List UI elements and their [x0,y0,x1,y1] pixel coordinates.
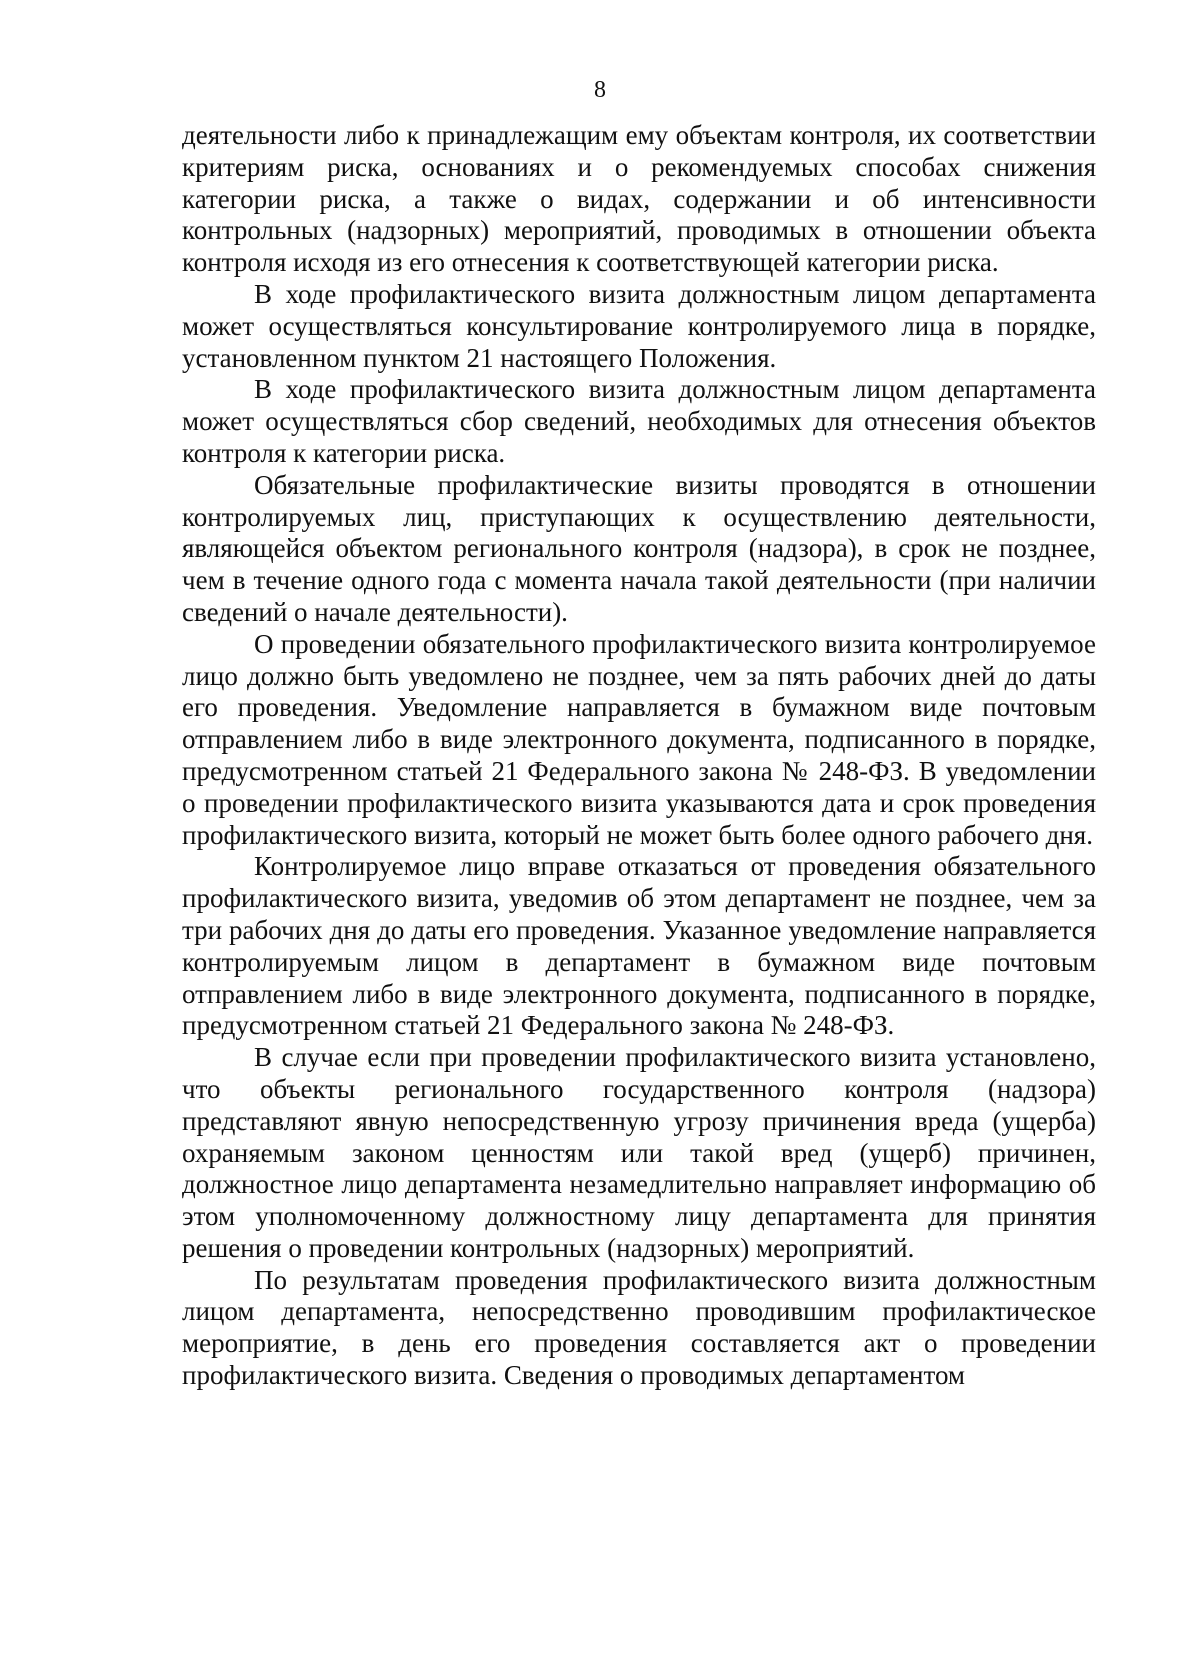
paragraph-continuation: деятельности либо к принадлежащим ему объектам контроля, их соответствии критериям риска, основаниях и о рекомендуемых способах снижения категории риска, а также о видах, содержании и об интенсивности контрольных (надзорных) мероприятий, проводимых в отношении объекта контроля исходя из его отнесения к соответствующей категории риска. [182,120,1096,278]
paragraph-consultation: В ходе профилактического визита должностным лицом департамента может осуществляться консультирование контролируемого лица в порядке, установленном пунктом 21 настоящего Положения. [182,278,1096,373]
paragraph-refusal: Контролируемое лицо вправе отказаться от проведения обязательного профилактического визита, уведомив об этом департамент не позднее, чем за три рабочих дня до даты его проведения. Указанное уведомление направляется контролируемым лицом в департамент в бумажном виде почтовым отправлением либо в виде электронного документа, подписанного в порядке, предусмотренном статьей 21 Федерального закона № 248-ФЗ. [182,851,1096,1041]
paragraph-results: По результатам проведения профилактического визита должностным лицом департамента, непосредственно проводившим профилактическое мероприятие, в день его проведения составляется акт о проведении профилактического визита. Сведения о проводимых департаментом [182,1264,1096,1391]
document-body [182,120,1096,1392]
paragraph-notification: О проведении обязательного профилактического визита контролируемое лицо должно быть уведомлено не позднее, чем за пять рабочих дней до даты его проведения. Уведомление направляется в бумажном виде почтовым отправлением либо в виде электронного документа, подписанного в порядке, предусмотренном статьей 21 Федерального закона № 248-ФЗ. В уведомлении о проведении профилактического визита указываются дата и срок проведения профилактического визита, который не может быть более одного рабочего дня. [182,628,1096,850]
paragraph-threat: В случае если при проведении профилактического визита установлено, что объекты регионального государственного контроля (надзора) представляют явную непосредственную угрозу причинения вреда (ущерба) охраняемым законом ценностям или такой вред (ущерб) причинен, должностное лицо департамента незамедлительно направляет информацию об этом уполномоченному должностному лицу департамента для принятия решения о проведении контрольных (надзорных) мероприятий. [182,1042,1096,1263]
page-number: 8 [594,77,606,103]
paragraph-mandatory-visits: Обязательные профилактические визиты проводятся в отношении контролируемых лиц, приступающих к осуществлению деятельности, являющейся объектом регионального контроля (надзора), в срок не позднее, чем в течение одного года с момента начала такой деятельности (при наличии сведений о начале деятельности). [182,469,1096,627]
paragraph-data-collection: В ходе профилактического визита должностным лицом департамента может осуществляться сбор сведений, необходимых для отнесения объектов контроля к категории риска. [182,374,1096,468]
